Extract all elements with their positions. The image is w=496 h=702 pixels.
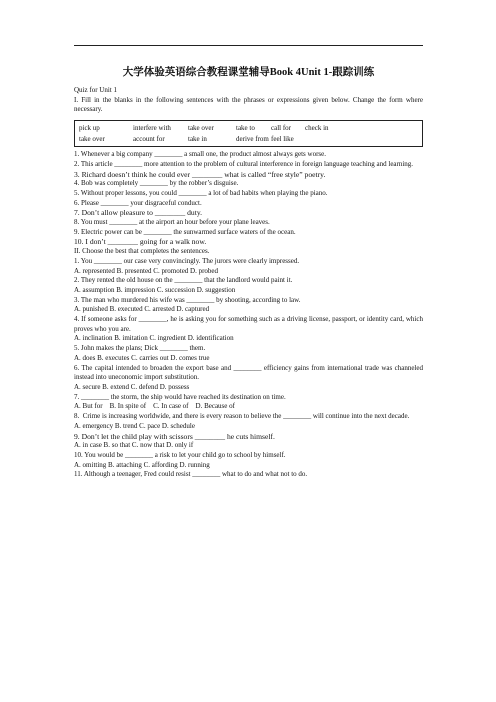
word-item: take to: [236, 124, 255, 133]
word-box-row: [79, 123, 418, 134]
s2-question: 11. Although a teenager, Fred could resist ________ what to do and what not to do.: [74, 470, 308, 479]
word-item: take over: [188, 124, 214, 133]
word-item: call for: [271, 124, 292, 133]
s1-item: 3. Richard doesn’t think he could ever ________ what is called “free style” poetry.: [74, 169, 326, 179]
page-title: 大学体验英语综合教程课堂辅导Book 4Unit 1-跟踪训练: [122, 67, 375, 78]
s2-question: 9. Don’t let the child play with scissors ________ he cuts himself.: [74, 431, 275, 441]
s2-options: A. inclination B. imitation C. ingredient D. identification: [74, 334, 234, 343]
s2-options: A. represented B. presented C. promoted D. probed: [74, 266, 219, 275]
s2-question: 7. ________ the storm, the ship would have reached its destination on time.: [74, 392, 286, 401]
s1-item: 1. Whenever a big company ________ a small one, the product almost always gets worse.: [74, 150, 327, 159]
word-box: [74, 120, 423, 147]
s2-options: A. omitting B. attaching C. affording D. running: [74, 460, 210, 469]
section2-instruction: II. Choose the best that completes the sentences.: [74, 247, 210, 256]
s1-item: 9. Electric power can be ________ the sunwarmed surface waters of the ocean.: [74, 227, 296, 236]
word-item: [305, 134, 355, 145]
word-box-row: [79, 134, 418, 145]
quiz-label: Quiz for Unit 1: [74, 86, 117, 94]
s1-item: 5. Without proper lessons, you could ________ a lot of bad habits when playing the piano.: [74, 188, 328, 197]
s2-options: A. assumption B. impression C. succession D. suggestion: [74, 285, 236, 294]
s2-options: A. punished B. executed C. arrested D. captured: [74, 305, 210, 314]
s2-options: A. emergency B. trend C. pace D. schedule: [74, 421, 195, 430]
s2-question: 4. If someone asks for ________, he is asking you for something such as a driving license, passport, or identity card, which proves who you are.: [74, 315, 425, 333]
s1-item: 10. I don’t ________ going for a walk now.: [74, 237, 207, 247]
document-page: [74, 60, 423, 480]
s2-question: 8. Crime is increasing worldwide, and there is every reason to believe the ________ will continue into the next decade.: [74, 412, 410, 421]
s2-question: 5. John makes the plans; Dick ________ them.: [74, 344, 206, 353]
word-item: interfere with: [133, 124, 171, 133]
s2-options: A. in case B. so that C. now that D. only if: [74, 441, 194, 450]
s2-question: 2. They rented the old house on the ________ that the landlord would paint it.: [74, 276, 293, 285]
s2-options: A. secure B. extend C. defend D. possess: [74, 382, 190, 391]
s2-question: 3. The man who murdered his wife was ________ by shooting, according to law.: [74, 295, 301, 304]
word-item: pick up: [79, 124, 100, 133]
section1-instruction: I. Fill in the blanks in the following sentences with the phrases or expressions given below. Change the form where necessary.: [74, 95, 425, 114]
s1-item: 8. You must ________ at the airport an hour before your plane leaves.: [74, 218, 270, 227]
word-item: take over: [79, 134, 105, 143]
word-item: check in: [305, 124, 329, 133]
word-item: feel like: [271, 134, 294, 143]
s1-item: 7. Don’t allow pleasure to ________ duty.: [74, 208, 203, 218]
s1-item: 4. Bob was completely ________ by the robber’s disguise.: [74, 179, 239, 188]
s2-question: 10. You would be ________ a risk to let your child go to school by himself.: [74, 450, 286, 459]
word-item: account for: [133, 134, 165, 143]
word-item: derive from: [236, 134, 269, 143]
s1-item: 6. Please ________ your disgraceful conduct.: [74, 198, 202, 207]
s2-question: 1. You ________ our case very convincingly. The jurors were clearly impressed.: [74, 256, 300, 265]
s2-question: 6. The capital intended to broaden the export base and ________ efficiency gains from international trade was channeled instead into uneconomic import substitution.: [74, 363, 425, 382]
s2-options: A. But for B. In spite of C. In case of D. Because of: [74, 402, 235, 411]
s1-item: 2. This article ________ more attention to the problem of cultural interference in foreign language teaching and learning.: [74, 159, 414, 168]
s2-options: A. does B. executes C. carries out D. comes true: [74, 353, 210, 362]
word-item: take in: [188, 134, 207, 143]
header-rule: [74, 45, 423, 46]
